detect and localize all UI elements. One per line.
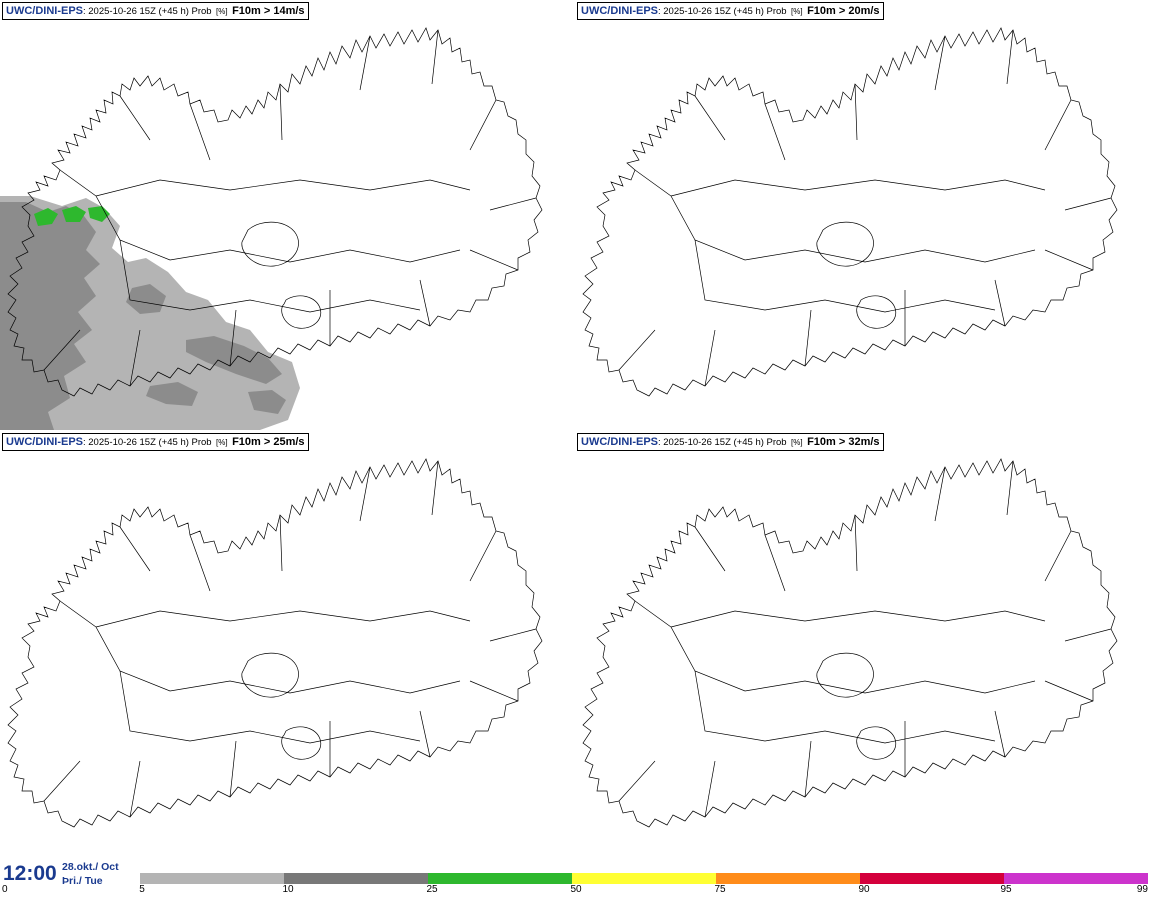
- colorbar-tick-99: 99: [1136, 884, 1148, 895]
- panel-param-label: F10m > 32m/s: [807, 436, 880, 448]
- panel-model-label: UWC/DINI-EPS: [6, 436, 83, 448]
- colorbar-tick-10: 10: [282, 884, 294, 895]
- panel-title-gt-25: [2, 433, 309, 451]
- colorbar-tick-25: 25: [426, 884, 438, 895]
- colorbar-tick-50: 50: [570, 884, 582, 895]
- panel-model-label: UWC/DINI-EPS: [581, 5, 658, 17]
- coastline: [8, 459, 542, 827]
- panel-unit-label: [%]: [216, 7, 228, 16]
- panel-title-gt-20: [577, 2, 884, 20]
- panel-param-label: F10m > 14m/s: [232, 5, 305, 17]
- map-panel-gt-25[interactable]: [0, 431, 575, 861]
- map-panel-gt-20[interactable]: [575, 0, 1150, 430]
- panel-run-label: : 2025-10-26 15Z (+45 h) Prob: [83, 6, 212, 17]
- iceland-map-gt-20: [575, 0, 1150, 430]
- colorbar-tick-5: 5: [139, 884, 145, 895]
- panel-param-label: F10m > 25m/s: [232, 436, 305, 448]
- panel-run-label: : 2025-10-26 15Z (+45 h) Prob: [658, 6, 787, 17]
- colorbar-tick-75: 75: [714, 884, 726, 895]
- map-panel-gt-14[interactable]: [0, 0, 575, 430]
- colorbar-tick-0: 0: [2, 884, 8, 895]
- colorbar-segment-25-50: [428, 873, 572, 884]
- colorbar-segment-75-90: [716, 873, 860, 884]
- panel-param-label: F10m > 20m/s: [807, 5, 880, 17]
- coastline: [583, 28, 1117, 396]
- valid-time: 12:00: [3, 862, 57, 885]
- colorbar-tick-labels: [0, 884, 1150, 898]
- panel-unit-label: [%]: [791, 438, 803, 447]
- colorbar-tick-90: 90: [858, 884, 870, 895]
- panel-run-label: : 2025-10-26 15Z (+45 h) Prob: [658, 437, 787, 448]
- colorbar-segment-95-99: [1004, 873, 1148, 884]
- panel-model-label: UWC/DINI-EPS: [6, 5, 83, 17]
- iceland-map-gt-14: [0, 0, 575, 430]
- coastline: [583, 459, 1117, 827]
- iceland-map-gt-25: [0, 431, 575, 861]
- probability-shading-layer: [0, 196, 300, 430]
- footer-bar: [0, 860, 1150, 895]
- colorbar-tick-95: 95: [1000, 884, 1012, 895]
- panel-title-gt-32: [577, 433, 884, 451]
- valid-date-line2: Þri./ Tue: [62, 875, 103, 887]
- colorbar-segment-5-10: [140, 873, 284, 884]
- panel-model-label: UWC/DINI-EPS: [581, 436, 658, 448]
- panel-title-gt-14: [2, 2, 309, 20]
- valid-date-line1: 28.okt./ Oct: [62, 861, 119, 873]
- panel-run-label: : 2025-10-26 15Z (+45 h) Prob: [83, 437, 212, 448]
- panel-unit-label: [%]: [216, 438, 228, 447]
- panel-unit-label: [%]: [791, 7, 803, 16]
- map-panel-gt-32[interactable]: [575, 431, 1150, 861]
- colorbar-segment-10-25: [284, 873, 428, 884]
- colorbar-segment-50-75: [572, 873, 716, 884]
- iceland-map-gt-32: [575, 431, 1150, 861]
- probability-colorbar: [140, 873, 1148, 884]
- colorbar-segment-90-95: [860, 873, 1004, 884]
